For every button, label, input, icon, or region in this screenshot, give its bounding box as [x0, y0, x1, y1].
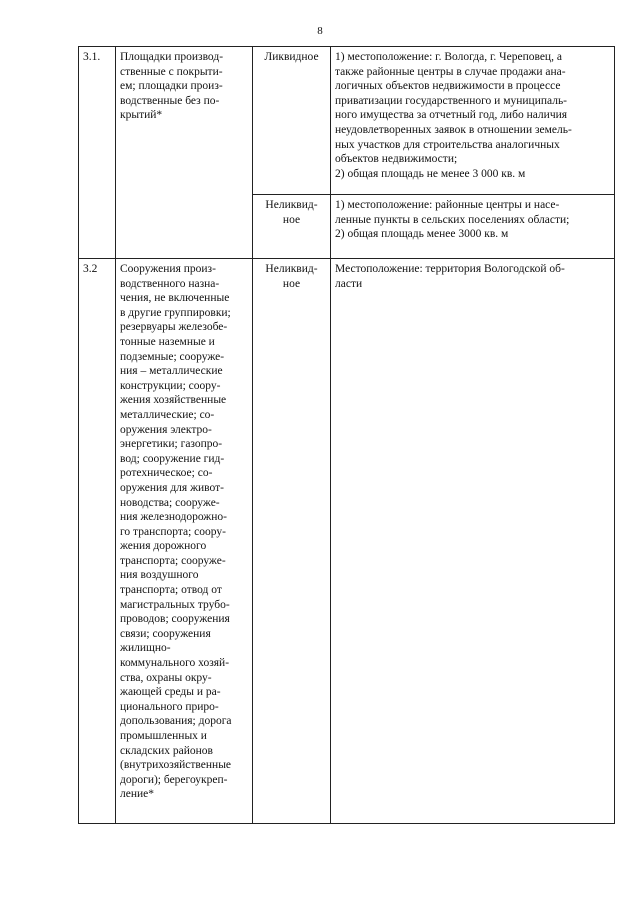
- text-line: резервуары железобе-: [120, 321, 228, 334]
- text-line: ление*: [120, 788, 155, 801]
- text-line: ства, охраны окру-: [120, 671, 212, 684]
- text-line: подземные; сооруже-: [120, 350, 225, 363]
- text-line: Неликвид-: [265, 263, 318, 275]
- text-line: также районные центры в случае продажи ана-: [335, 65, 566, 78]
- text-line: жающей среды и ра-: [120, 686, 221, 699]
- page-number: 8: [317, 25, 323, 37]
- text-line: 1) местоположение: районные центры и насе-: [335, 199, 560, 211]
- text-line: ное: [282, 213, 301, 226]
- text-line: жения хозяйственные: [120, 394, 227, 407]
- text-line: магистральных трубо-: [120, 598, 230, 611]
- text-line: транспорта; отвод от: [120, 584, 222, 597]
- text-line: промышленных и: [120, 730, 207, 742]
- criteria-cell: [331, 195, 615, 259]
- text-line: новодства; сооруже-: [120, 496, 220, 509]
- text-line: транспорта; сооруже-: [120, 554, 226, 567]
- text-line: ния железнодорожно-: [120, 511, 227, 524]
- text-line: допользования; дорога: [120, 715, 232, 728]
- text-line: 2) общая площадь не менее 3 000 кв. м: [335, 167, 526, 180]
- text-line: крытий*: [120, 109, 163, 122]
- text-line: ных участков для строительства аналогичных: [335, 138, 560, 151]
- text-line: проводов; сооружения: [120, 613, 230, 626]
- text-line: ротехническое; со-: [120, 467, 213, 480]
- text-line: металлические; со-: [120, 408, 215, 421]
- row-number: 3.2: [83, 263, 98, 275]
- text-line: водственные без по-: [120, 94, 220, 107]
- text-line: объектов недвижимости;: [335, 153, 458, 166]
- text-line: вод; сооружение гид-: [120, 452, 225, 465]
- text-line: (внутрихозяйственные: [120, 759, 232, 772]
- text-line: жения дорожного: [120, 540, 207, 553]
- valuation-table: [78, 46, 615, 824]
- liquidity-cell: [253, 259, 331, 824]
- text-line: 1) местоположение: г. Вологда, г. Череповец, а: [335, 51, 562, 63]
- text-line: тонные наземные и: [120, 335, 215, 348]
- text-line: неудовлетворенных заявок в отношении земель-: [335, 123, 572, 136]
- text-line: связи; сооружения: [120, 627, 211, 640]
- table-row: [79, 47, 615, 195]
- text-line: ем; площадки произ-: [120, 80, 223, 93]
- text-line: жилищно-: [120, 642, 171, 655]
- text-line: ционального приро-: [120, 700, 219, 713]
- text-line: дороги); берегоукреп-: [120, 773, 228, 786]
- text-line: оружения для живот-: [120, 481, 224, 494]
- text-line: Ликвидное: [264, 51, 319, 63]
- text-line: ного имущества за отчетный год, либо наличия: [335, 109, 568, 122]
- object-name-cell: [116, 47, 253, 259]
- text-line: складских районов: [120, 744, 213, 757]
- criteria-cell: [331, 47, 615, 195]
- text-line: ленные пункты в сельских поселениях области;: [335, 213, 570, 226]
- row-number-cell: [79, 259, 116, 824]
- text-line: Сооружения произ-: [120, 263, 216, 275]
- text-line: ласти: [335, 277, 363, 290]
- text-line: Площадки производ-: [120, 51, 224, 63]
- liquidity-cell: [253, 47, 331, 195]
- text-line: чения, не включенные: [120, 292, 230, 305]
- text-line: в другие группировки;: [120, 306, 231, 319]
- text-line: энергетики; газопро-: [120, 438, 223, 451]
- row-number: 3.1.: [83, 51, 101, 63]
- criteria-cell: [331, 259, 615, 824]
- text-line: Местоположение: территория Вологодской об-: [335, 263, 565, 275]
- text-line: Неликвид-: [265, 199, 318, 211]
- text-line: ния – металлические: [120, 365, 223, 378]
- text-line: водственного назна-: [120, 277, 220, 290]
- text-line: оружения электро-: [120, 423, 212, 436]
- liquidity-cell: [253, 195, 331, 259]
- table-row: [79, 259, 615, 824]
- row-number-cell: [79, 47, 116, 259]
- text-line: приватизации государственного и муниципаль-: [335, 94, 568, 107]
- text-line: го транспорта; соору-: [120, 525, 226, 538]
- text-line: ния воздушного: [120, 569, 199, 582]
- text-line: ственные с покрыти-: [120, 65, 223, 78]
- object-name-cell: [116, 259, 253, 824]
- text-line: 2) общая площадь менее 3000 кв. м: [335, 228, 509, 241]
- text-line: ное: [282, 277, 301, 290]
- text-line: конструкции; соору-: [120, 379, 221, 392]
- text-line: коммунального хозяй-: [120, 657, 230, 670]
- text-line: логичных объектов недвижимости в процессе: [335, 80, 561, 93]
